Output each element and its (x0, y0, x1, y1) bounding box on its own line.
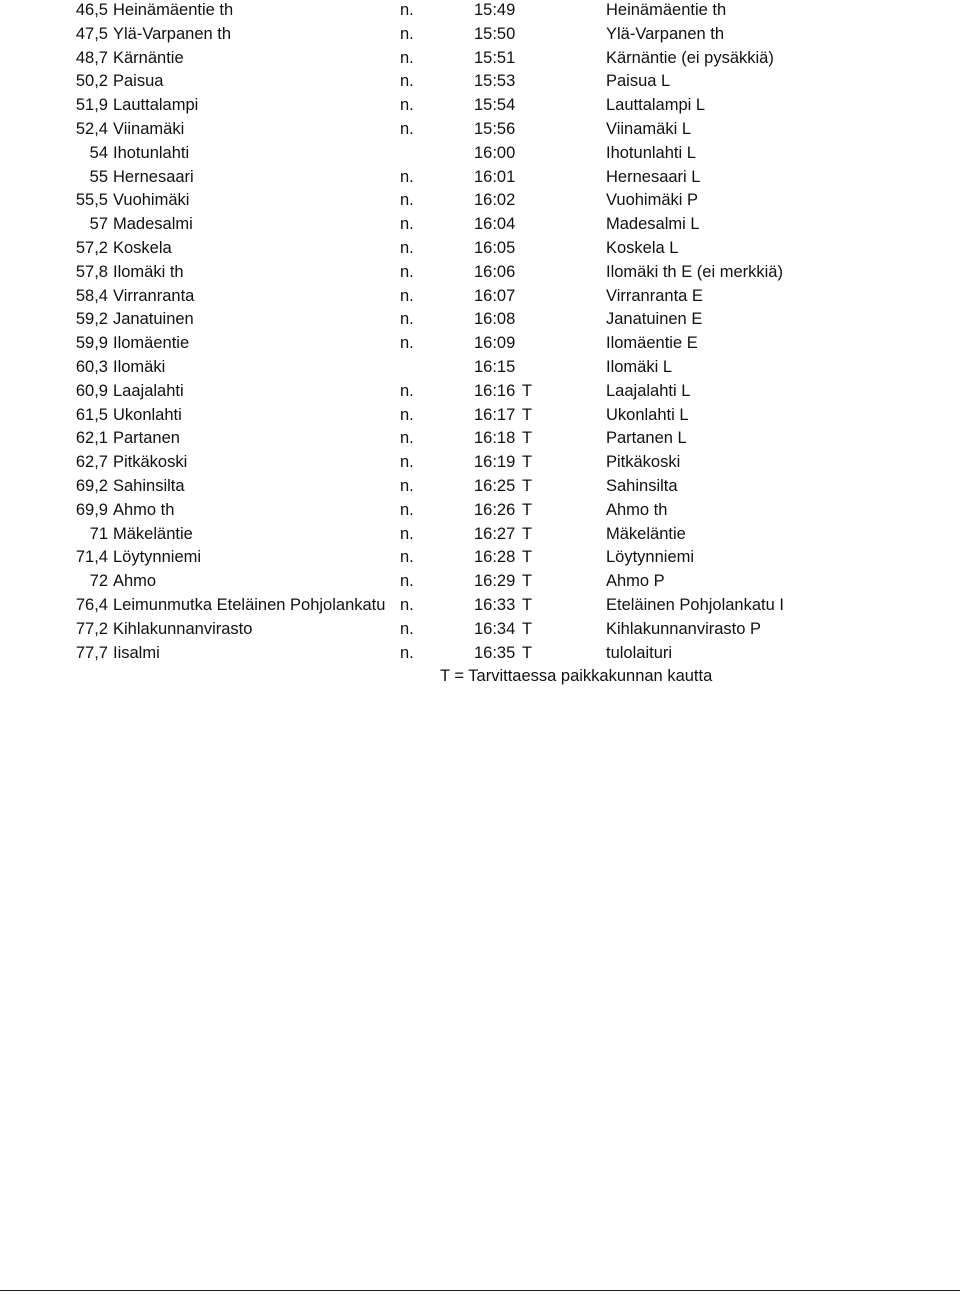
approx-marker: n. (400, 619, 414, 638)
timetable-row (0, 643, 960, 667)
timetable-row (0, 119, 960, 143)
departure-time: 16:08 (474, 310, 516, 329)
approx-marker: n. (400, 405, 414, 424)
stop-description: Partanen L (606, 429, 687, 448)
distance-km: 60,9 (75, 381, 108, 400)
approx-marker: n. (400, 167, 414, 186)
distance-km: 62,1 (75, 429, 108, 448)
timetable-row (0, 190, 960, 214)
stop-description: Hernesaari L (606, 167, 701, 186)
stop-name: Ilomäki th (113, 262, 184, 281)
stop-name: Koskela (113, 239, 172, 257)
timetable-row (0, 476, 960, 500)
distance-km: 77,2 (75, 619, 108, 638)
departure-time: 16:07 (474, 286, 516, 305)
stop-description: Laajalahti L (606, 381, 691, 400)
timetable-row (0, 405, 960, 429)
stop-description: Virranranta E (606, 286, 703, 305)
approx-marker: n. (400, 500, 414, 519)
distance-km: 69,2 (75, 477, 108, 495)
approx-marker: n. (400, 381, 414, 400)
timetable-row (0, 357, 960, 381)
stop-name: Ukonlahti (113, 405, 182, 424)
timetable-row (0, 24, 960, 48)
stop-name: Ilomäki (113, 358, 166, 376)
approx-marker: n. (400, 572, 414, 591)
stop-name: Janatuinen (113, 310, 194, 329)
on-demand-marker: T (522, 477, 533, 495)
approx-marker: n. (400, 215, 414, 234)
approx-marker: n. (400, 96, 414, 115)
distance-km: 48,7 (75, 48, 108, 67)
departure-time: 16:34 (474, 619, 516, 638)
timetable-row (0, 524, 960, 548)
stop-name: Leimunmutka Eteläinen Pohjolankatu (113, 596, 386, 614)
departure-time: 16:02 (474, 191, 516, 210)
stop-description: Lauttalampi L (606, 96, 706, 115)
departure-time: 16:29 (474, 572, 516, 591)
timetable-row (0, 428, 960, 452)
departure-time: 16:00 (474, 143, 516, 162)
departure-time: 16:28 (474, 548, 516, 567)
distance-km: 57 (89, 215, 108, 234)
stop-description: Paisua L (606, 72, 671, 91)
distance-km: 58,4 (75, 286, 108, 305)
stop-description: Vuohimäki P (606, 191, 699, 210)
timetable-row (0, 48, 960, 72)
distance-km: 50,2 (75, 72, 108, 91)
distance-km: 57,2 (75, 239, 108, 257)
approx-marker: n. (400, 524, 414, 543)
departure-time: 16:04 (474, 215, 516, 234)
timetable-row (0, 571, 960, 595)
distance-km: 59,9 (75, 334, 108, 353)
stop-description: tulolaituri (606, 643, 673, 662)
distance-km: 54 (89, 143, 108, 162)
timetable-row (0, 167, 960, 191)
on-demand-marker: T (522, 405, 533, 424)
departure-time: 16:01 (474, 167, 516, 186)
on-demand-marker: T (522, 572, 533, 591)
departure-time: 16:06 (474, 262, 516, 281)
approx-marker: n. (400, 643, 414, 662)
stop-description: Kihlakunnanvirasto P (606, 619, 762, 638)
departure-time: 15:53 (474, 72, 516, 91)
stop-name: Ihotunlahti (113, 143, 190, 162)
approx-marker: n. (400, 548, 414, 567)
stop-name: Sahinsilta (113, 477, 185, 495)
departure-time: 15:56 (474, 120, 516, 138)
distance-km: 57,8 (75, 262, 108, 281)
departure-time: 16:09 (474, 334, 516, 353)
distance-km: 51,9 (75, 96, 108, 115)
timetable-row (0, 286, 960, 310)
departure-time: 16:16 (474, 381, 516, 400)
stop-description: Ahmo th (606, 500, 668, 519)
stop-description: Ukonlahti L (606, 405, 689, 424)
approx-marker: n. (400, 239, 414, 257)
distance-km: 69,9 (75, 500, 108, 519)
stop-name: Ahmo th (113, 500, 175, 519)
stop-name: Vuohimäki (113, 191, 190, 210)
timetable-row (0, 0, 960, 24)
timetable-row (0, 214, 960, 238)
stop-name: Ylä-Varpanen th (113, 24, 232, 43)
on-demand-marker: T (522, 619, 533, 638)
on-demand-marker: T (522, 500, 533, 519)
stop-description: Ilomäki th E (ei merkkiä) (606, 262, 783, 281)
timetable-row (0, 500, 960, 524)
stop-description: Löytynniemi (606, 548, 695, 567)
distance-km: 47,5 (75, 24, 108, 43)
stop-description: Pitkäkoski (606, 453, 681, 472)
approx-marker: n. (400, 120, 414, 138)
footnote: T = Tarvittaessa paikkakunnan kautta (440, 667, 713, 685)
timetable-row (0, 238, 960, 262)
approx-marker: n. (400, 310, 414, 329)
timetable-row (0, 262, 960, 286)
stop-description: Mäkeläntie (606, 524, 686, 543)
on-demand-marker: T (522, 381, 533, 400)
stop-description: Ylä-Varpanen th (606, 24, 725, 43)
approx-marker: n. (400, 596, 414, 614)
departure-time: 16:27 (474, 524, 516, 543)
timetable-row (0, 547, 960, 571)
stop-name: Virranranta (113, 286, 195, 305)
stop-description: Ahmo P (606, 572, 665, 591)
approx-marker: n. (400, 286, 414, 305)
stop-description: Viinamäki L (606, 120, 691, 138)
departure-time: 16:18 (474, 429, 516, 448)
timetable-row (0, 381, 960, 405)
stop-description: Ilomäentie E (606, 334, 698, 353)
stop-name: Ilomäentie (113, 334, 190, 353)
departure-time: 15:50 (474, 24, 516, 43)
stop-name: Heinämäentie th (113, 1, 234, 19)
on-demand-marker: T (522, 524, 533, 543)
stop-description: Kärnäntie (ei pysäkkiä) (606, 48, 774, 67)
stop-description: Ilomäki L (606, 358, 673, 376)
approx-marker: n. (400, 48, 414, 67)
timetable-row (0, 71, 960, 95)
timetable-row (0, 95, 960, 119)
stop-description: Eteläinen Pohjolankatu I (606, 596, 784, 614)
stop-name: Pitkäkoski (113, 453, 188, 472)
departure-time: 16:05 (474, 239, 516, 257)
stop-name: Mäkeläntie (113, 524, 193, 543)
stop-name: Hernesaari (113, 167, 194, 186)
departure-time: 16:15 (474, 358, 516, 376)
distance-km: 71 (89, 524, 108, 543)
timetable-row (0, 595, 960, 619)
timetable-row (0, 333, 960, 357)
stop-name: Ahmo (113, 572, 157, 591)
timetable-row (0, 619, 960, 643)
stop-name: Kärnäntie (113, 48, 184, 67)
on-demand-marker: T (522, 596, 533, 614)
approx-marker: n. (400, 191, 414, 210)
stop-name: Löytynniemi (113, 548, 202, 567)
stop-name: Viinamäki (113, 120, 185, 138)
stop-description: Sahinsilta (606, 477, 678, 495)
departure-time: 15:54 (474, 96, 516, 115)
distance-km: 60,3 (75, 358, 108, 376)
approx-marker: n. (400, 429, 414, 448)
distance-km: 62,7 (75, 453, 108, 472)
distance-km: 55,5 (75, 191, 108, 210)
departure-time: 16:25 (474, 477, 516, 495)
distance-km: 71,4 (75, 548, 108, 567)
stop-description: Janatuinen E (606, 310, 703, 329)
on-demand-marker: T (522, 429, 533, 448)
distance-km: 59,2 (75, 310, 108, 329)
stop-name: Paisua (113, 72, 164, 91)
distance-km: 46,5 (75, 1, 108, 19)
stop-description: Ihotunlahti L (606, 143, 696, 162)
timetable-row (0, 143, 960, 167)
stop-description: Koskela L (606, 239, 679, 257)
departure-time: 16:33 (474, 596, 516, 614)
approx-marker: n. (400, 334, 414, 353)
approx-marker: n. (400, 24, 414, 43)
stop-description: Heinämäentie th (606, 1, 727, 19)
on-demand-marker: T (522, 643, 533, 662)
stop-name: Laajalahti (113, 381, 184, 400)
page-bottom-rule (0, 1290, 960, 1291)
approx-marker: n. (400, 453, 414, 472)
on-demand-marker: T (522, 453, 533, 472)
distance-km: 61,5 (75, 405, 108, 424)
stop-name: Kihlakunnanvirasto (113, 619, 253, 638)
distance-km: 72 (89, 572, 108, 591)
stop-name: Lauttalampi (113, 96, 199, 115)
timetable-row (0, 452, 960, 476)
departure-time: 15:49 (474, 1, 516, 19)
stop-description: Madesalmi L (606, 215, 700, 234)
departure-time: 16:19 (474, 453, 516, 472)
departure-time: 16:26 (474, 500, 516, 519)
departure-time: 16:17 (474, 405, 516, 424)
distance-km: 52,4 (75, 120, 108, 138)
distance-km: 55 (89, 167, 108, 186)
approx-marker: n. (400, 262, 414, 281)
approx-marker: n. (400, 72, 414, 91)
on-demand-marker: T (522, 548, 533, 567)
approx-marker: n. (400, 477, 414, 495)
departure-time: 15:51 (474, 48, 516, 67)
stop-name: Partanen (113, 429, 180, 448)
timetable-row (0, 309, 960, 333)
departure-time: 16:35 (474, 643, 516, 662)
stop-name: Madesalmi (113, 215, 193, 234)
stop-name: Iisalmi (113, 643, 160, 662)
approx-marker: n. (400, 1, 414, 19)
distance-km: 77,7 (75, 643, 108, 662)
distance-km: 76,4 (75, 596, 108, 614)
